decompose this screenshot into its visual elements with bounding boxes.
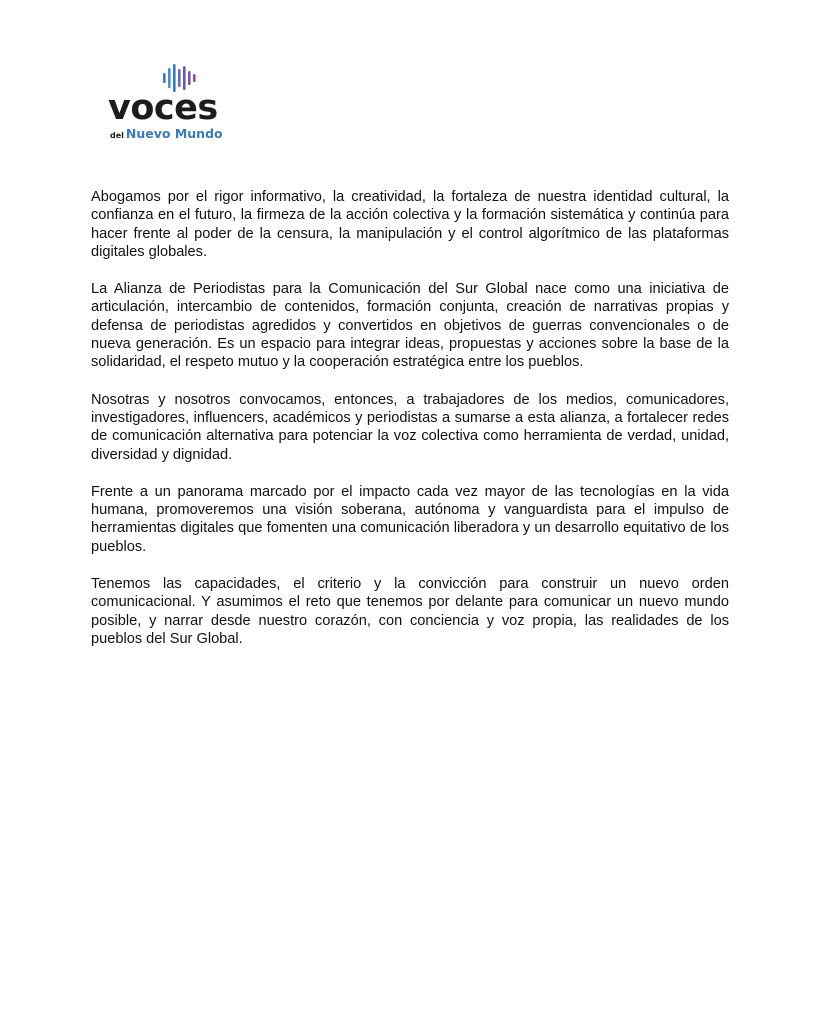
- paragraph: Abogamos por el rigor informativo, la creatividad, la fortaleza de nuestra identidad cultural, la confianza en el futuro, la firmeza de la acción colectiva y la formación sistemática y continúa para hacer frente al poder de la censura, la manipulación y el control algorítmico de las plataformas digitales globales.: [91, 189, 729, 260]
- paragraph: La Alianza de Periodistas para la Comunicación del Sur Global nace como una iniciativa de articulación, intercambio de contenidos, formación conjunta, creación de narrativas propias y defensa de periodistas agredidos y convertidos en objetivos de guerras convencionales o de nueva generación. Es un espacio para integrar ideas, propuestas y acciones sobre la base de la solidaridad, el respeto mutuo y la cooperación estratégica entre los pueblos.: [91, 281, 729, 371]
- voces-logo: [108, 64, 238, 140]
- document-body: [91, 188, 729, 667]
- paragraph: Nosotras y nosotros convocamos, entonces, a trabajadores de los medios, comunicadores, investigadores, influencers, académicos y periodistas a sumarse a esta alianza, a fortalecer redes de comunicación alternativa para potenciar la voz colectiva como herramienta de verdad, unidad, diversidad y dignidad.: [91, 391, 729, 463]
- paragraph: Frente a un panorama marcado por el impacto cada vez mayor de las tecnologías en la vida humana, promoveremos una visión soberana, autónoma y vanguardista para el impulso de herramientas digitales que fomenten una comunicación liberadora y un desarrollo equitativo de los pueblos.: [91, 483, 729, 555]
- logo-subtitle-small: del: [110, 131, 124, 140]
- paragraph: Tenemos las capacidades, el criterio y la convicción para construir un nuevo orden comunicacional. Y asumimos el reto que tenemos por delante para comunicar un nuevo mundo posible, y narrar desde nuestro corazón, con conciencia y voz propia, las realidades de los pueblos del Sur Global.: [91, 576, 729, 647]
- logo-subtitle: [110, 125, 223, 144]
- logo-wordmark: voces: [108, 88, 218, 128]
- logo-subtitle-main: Nuevo Mundo: [125, 126, 223, 141]
